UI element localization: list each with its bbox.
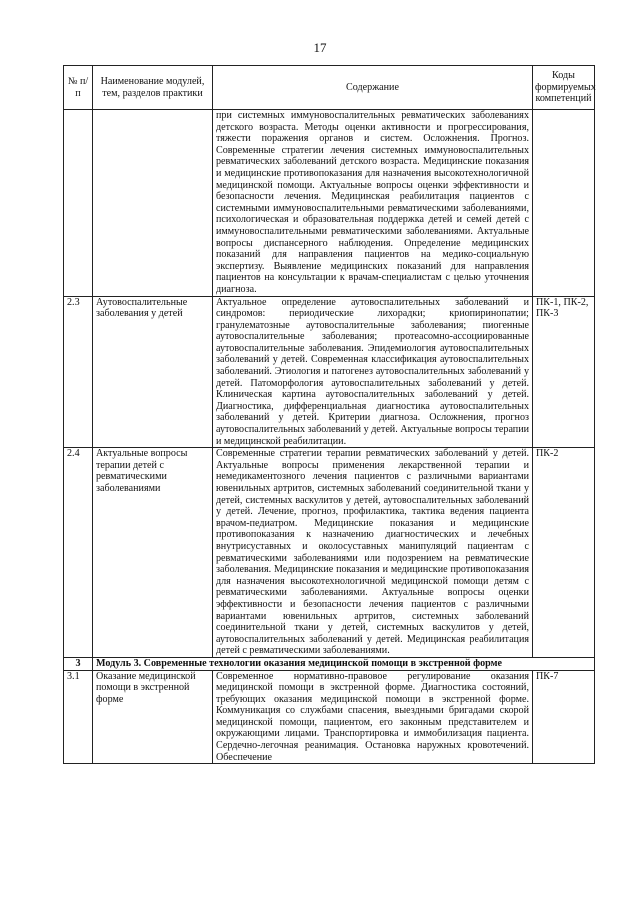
row-num: 3.1 bbox=[64, 670, 93, 764]
row-num: 2.4 bbox=[64, 448, 93, 658]
module-row bbox=[64, 657, 595, 670]
row-content: Современное нормативно-правовое регулирование оказания медицинской помощи в экстренной форме. Диагностика состояний, требующих оказания медицинской помощи в экстренной форме. Коммуникация со службами спасения, выездными бригадами скорой медицинской помощи, пациентом, его законным представителем и окружающими лицами. Транспортировка и иммобилизация пациента. Сердечно-легочная реанимация. Остановка наружных кровотечений. Обеспечение bbox=[213, 670, 533, 764]
module-num: 3 bbox=[64, 657, 93, 670]
row-name: Актуальные вопросы терапии детей с ревматическими заболеваниями bbox=[93, 448, 213, 658]
table-header-row bbox=[64, 66, 595, 110]
row-codes bbox=[533, 110, 595, 297]
row-num bbox=[64, 110, 93, 297]
module-title: Модуль 3. Современные технологии оказания медицинской помощи в экстренной форме bbox=[93, 657, 595, 670]
curriculum-table bbox=[63, 65, 595, 764]
row-name: Оказание медицинской помощи в экстренной форме bbox=[93, 670, 213, 764]
row-num: 2.3 bbox=[64, 296, 93, 448]
row-content: Современные стратегии терапии ревматических заболеваний у детей. Актуальные вопросы применения лекарственной терапии и немедикаментозного лечения пациентов с различными вариантами ювенильных артритов, системных заболеваний соединительной ткани у детей, системных васкулитов у детей, аутовоспалительных заболеваний у детей. Лечение, прогноз, профилактика, тактика ведения пациента врачом-педиатром. Медицинские показания и медицинские противопоказания к назначению диагностических и лечебных внутрисуставных и околосуставных манипуляций пациентам с ревматическими заболеваниями или подозрением на ревматические заболевания. Медицинские показания и медицинские противопоказания для назначения высокотехнологичной медицинской помощи детям с ревматическими заболеваниями. Актуальные вопросы оценки эффективности и безопасности лечения пациентов с различными вариантами ювенильных артритов, системных заболеваний соединительной ткани у детей, системных васкулитов у детей, аутовоспалительных заболеваний у детей. Медицинская реабилитация детей с ревматическими заболеваниями. bbox=[213, 448, 533, 658]
header-codes: Коды формируемых компетенций bbox=[533, 66, 595, 110]
row-content: Актуальное определение аутовоспалительных заболеваний и синдромов: периодические лихорадки; криопиринопатии; гранулематозные аутовоспалительные заболевания; пиогенные аутовоспалительные заболевания; протеасомно-ассоциированные аутовоспалительные заболевания. Эпидемиология аутовоспалительных заболеваний у детей. Современная классификация аутовоспалительных заболеваний. Этиология и патогенез аутовоспалительных заболеваний у детей. Патоморфология аутовоспалительных заболеваний у детей. Клиническая картина аутовоспалительных заболеваний у детей. Диагностика, дифференциальная диагностика аутовоспалительных заболеваний у детей. Критерии диагноза. Осложнения, прогноз аутовоспалительных заболеваний у детей. Актуальные вопросы терапии и медицинской реабилитации. bbox=[213, 296, 533, 448]
table-row bbox=[64, 670, 595, 764]
header-content: Содержание bbox=[213, 66, 533, 110]
row-codes: ПК-2 bbox=[533, 448, 595, 658]
row-codes: ПК-7 bbox=[533, 670, 595, 764]
row-codes: ПК-1, ПК-2, ПК-3 bbox=[533, 296, 595, 448]
header-num: № п/п bbox=[64, 66, 93, 110]
row-name: Аутовоспалительные заболевания у детей bbox=[93, 296, 213, 448]
row-content: при системных иммуновоспалительных ревматических заболеваниях детского возраста. Методы оценки активности и прогрессирования, тяжести поражения органов и систем. Осложнения. Прогноз. Современные стратегии лечения системных иммуновоспалительных ревматических заболеваний детского возраста. Медицинские показания и медицинские противопоказания для назначения высокотехнологичной медицинской помощи. Актуальные вопросы оценки эффективности и безопасности лечения. Медицинская реабилитация пациентов с системными иммуновоспалительными ревматическими заболеваниями, психологическая и образовательная поддержка детей и семей детей с иммуновоспалительными ревматическими заболеваниями. Актуальные вопросы диспансерного наблюдения. Определение медицинских показаний для направления пациентов на медико-социальную экспертизу. Выявление медицинских показаний для направления пациентов на консультации к врачам-специалистам с целью уточнения диагноза. bbox=[213, 110, 533, 297]
table-row bbox=[64, 448, 595, 658]
row-name bbox=[93, 110, 213, 297]
table-row bbox=[64, 296, 595, 448]
header-name: Наименование модулей, тем, разделов практики bbox=[93, 66, 213, 110]
page-number: 17 bbox=[313, 40, 327, 55]
table-row bbox=[64, 110, 595, 297]
